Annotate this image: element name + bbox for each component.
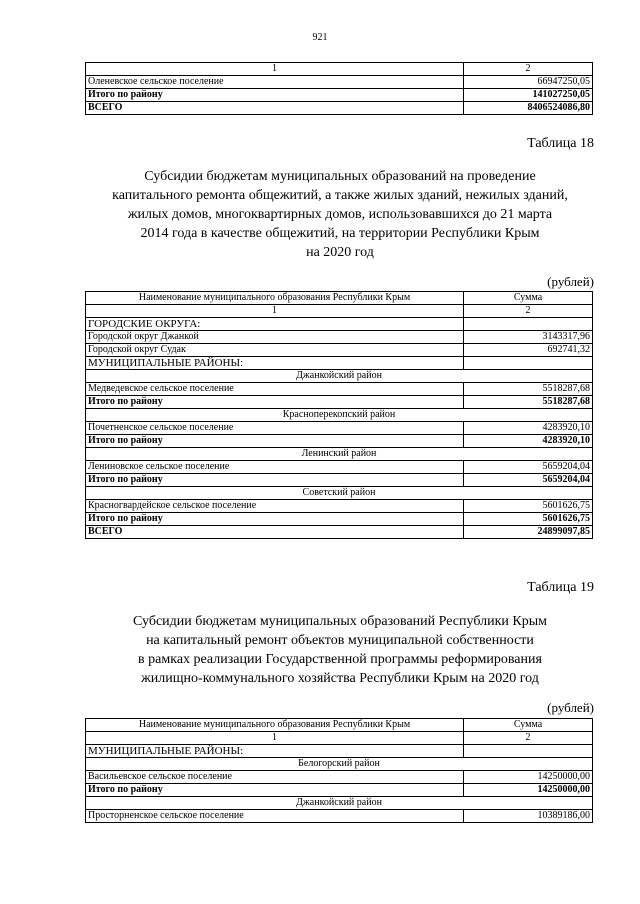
title-line: капитального ремонта общежитий, а также жилых зданий, нежилых зданий, (112, 188, 568, 203)
table-row (86, 76, 593, 89)
column-number: 1 (86, 63, 464, 76)
row-name: Итого по району (86, 89, 464, 102)
column-header-name: Наименование муниципального образования Республики Крым (86, 719, 464, 732)
row-value: 5518287,68 (464, 383, 593, 396)
table-19 (85, 718, 593, 823)
district-name: Красноперекопский район (86, 409, 593, 422)
title-line: жилищно-коммунального хозяйства Республики Крым на 2020 год (141, 671, 539, 686)
column-header-row (86, 292, 593, 305)
column-number: 1 (86, 732, 464, 745)
district-name: Ленинский район (86, 448, 593, 461)
section-row (86, 745, 593, 758)
row-value: 4283920,10 (464, 422, 593, 435)
column-number-row (86, 732, 593, 745)
row-name: Городской округ Судак (86, 344, 464, 357)
district-name: Советский район (86, 487, 593, 500)
table-row (86, 461, 593, 474)
row-value: 66947250,05 (464, 76, 593, 89)
row-name: Оленевское сельское поселение (86, 76, 464, 89)
table-19-label: Таблица 19 (527, 580, 594, 595)
row-name: Лениновское сельское поселение (86, 461, 464, 474)
district-row (86, 797, 593, 810)
column-number-row (86, 305, 593, 318)
district-row (86, 409, 593, 422)
row-value: 141027250,05 (464, 89, 593, 102)
row-name: Просторненское сельское поселение (86, 810, 464, 823)
district-row (86, 448, 593, 461)
row-name: ВСЕГО (86, 102, 464, 115)
row-value: 10389186,00 (464, 810, 593, 823)
column-header-sum: Сумма (464, 719, 593, 732)
row-value: 5659204,04 (464, 461, 593, 474)
total-row (86, 89, 593, 102)
column-header-name: Наименование муниципального образования Республики Крым (86, 292, 464, 305)
table-row (86, 500, 593, 513)
row-value: 14250000,00 (464, 784, 593, 797)
row-name: Итого по району (86, 435, 464, 448)
district-name: Джанкойский район (86, 370, 593, 383)
row-value: 692741,32 (464, 344, 593, 357)
table-row (86, 422, 593, 435)
total-row (86, 435, 593, 448)
title-line: на 2020 год (306, 245, 374, 260)
district-row (86, 370, 593, 383)
title-line: Субсидии бюджетам муниципальных образований на проведение (144, 169, 536, 184)
row-name: Итого по району (86, 474, 464, 487)
district-name: Белогорский район (86, 758, 593, 771)
table-18-unit: (рублей) (547, 274, 594, 289)
row-name: Медведевское сельское поселение (86, 383, 464, 396)
row-name: Васильевское сельское поселение (86, 771, 464, 784)
table-row (86, 810, 593, 823)
row-value: 4283920,10 (464, 435, 593, 448)
continued-table (85, 62, 593, 115)
row-name: Итого по району (86, 396, 464, 409)
row-name: Красногвардейское сельское поселение (86, 500, 464, 513)
row-name: ВСЕГО (86, 526, 464, 539)
row-value: 3143317,96 (464, 331, 593, 344)
empty-cell (464, 318, 593, 331)
row-value: 5601626,75 (464, 513, 593, 526)
column-number: 1 (86, 305, 464, 318)
row-value: 14250000,00 (464, 771, 593, 784)
empty-cell (464, 357, 593, 370)
column-number: 2 (464, 305, 593, 318)
empty-cell (464, 745, 593, 758)
table-row (86, 383, 593, 396)
title-line: на капитальный ремонт объектов муниципальной собственности (146, 633, 534, 648)
column-header-row (86, 719, 593, 732)
table-row (86, 344, 593, 357)
title-line: жилых домов, многоквартирных домов, использовавшихся до 21 марта (127, 207, 553, 222)
total-row (86, 784, 593, 797)
column-number: 2 (464, 732, 593, 745)
row-name: Городской округ Джанкой (86, 331, 464, 344)
total-row (86, 102, 593, 115)
section-name: МУНИЦИПАЛЬНЫЕ РАЙОНЫ: (86, 745, 464, 758)
table-row (86, 331, 593, 344)
title-line: Субсидии бюджетам муниципальных образований Республики Крым (133, 614, 547, 629)
district-row (86, 487, 593, 500)
district-row (86, 758, 593, 771)
table-18-label: Таблица 18 (527, 136, 594, 151)
table-19-unit: (рублей) (547, 700, 594, 715)
section-row (86, 318, 593, 331)
total-row (86, 526, 593, 539)
column-number-row (86, 63, 593, 76)
title-line: в рамках реализации Государственной программы реформирования (138, 652, 542, 667)
section-name: МУНИЦИПАЛЬНЫЕ РАЙОНЫ: (86, 357, 464, 370)
total-row (86, 396, 593, 409)
district-name: Джанкойский район (86, 797, 593, 810)
section-name: ГОРОДСКИЕ ОКРУГА: (86, 318, 464, 331)
table-row (86, 771, 593, 784)
row-value: 5601626,75 (464, 500, 593, 513)
section-row (86, 357, 593, 370)
table-18-title (80, 167, 600, 262)
row-value: 8406524086,80 (464, 102, 593, 115)
row-value: 24899097,85 (464, 526, 593, 539)
total-row (86, 474, 593, 487)
table-19-title (80, 612, 600, 688)
table-18 (85, 291, 593, 539)
column-header-sum: Сумма (464, 292, 593, 305)
row-value: 5518287,68 (464, 396, 593, 409)
row-value: 5659204,04 (464, 474, 593, 487)
column-number: 2 (464, 63, 593, 76)
total-row (86, 513, 593, 526)
row-name: Итого по району (86, 513, 464, 526)
title-line: 2014 года в качестве общежитий, на территории Республики Крым (140, 226, 540, 241)
page-number: 921 (312, 32, 328, 43)
row-name: Итого по району (86, 784, 464, 797)
row-name: Почетненское сельское поселение (86, 422, 464, 435)
